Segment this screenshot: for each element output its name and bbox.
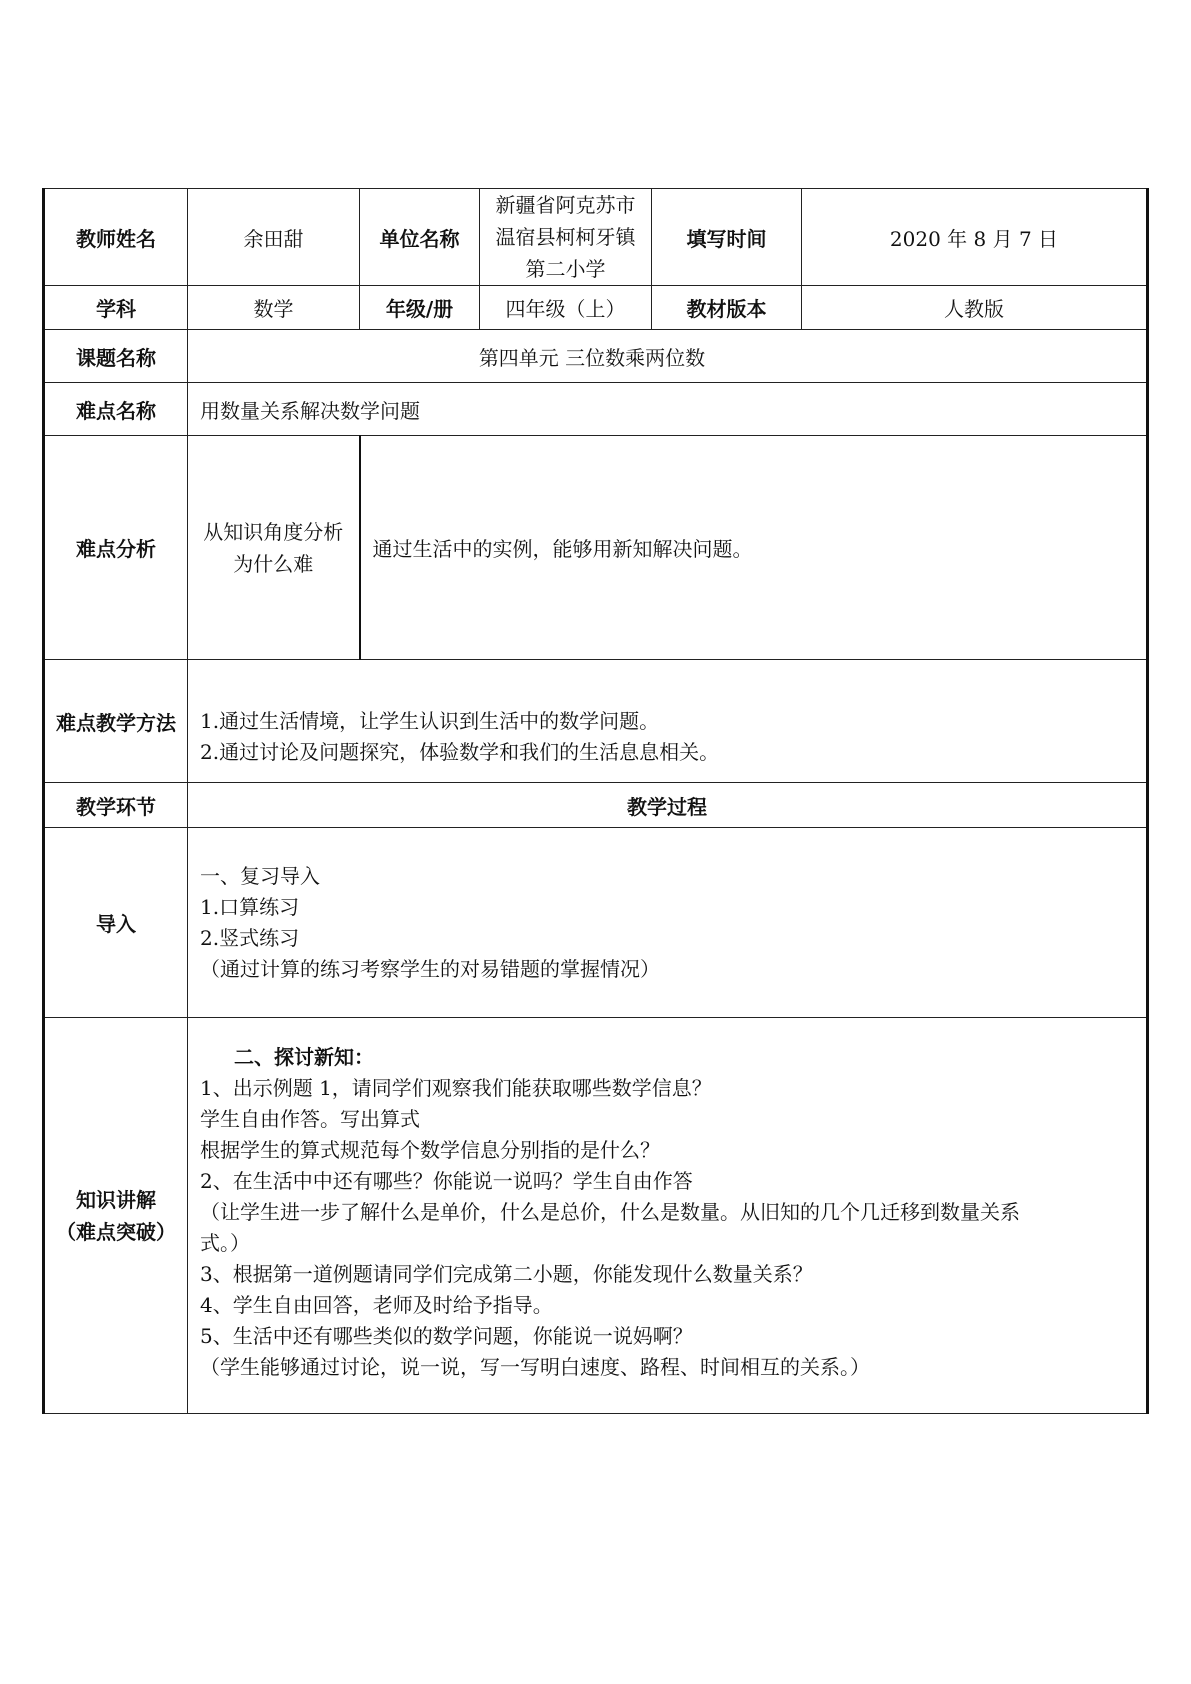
teacher-label: 教师姓名 — [44, 189, 188, 286]
row-knowledge — [44, 1018, 1148, 1414]
difficulty-analysis-value: 通过生活中的实例，能够用新知解决问题。 — [360, 436, 1148, 660]
difficulty-name-label: 难点名称 — [44, 383, 188, 436]
method-line: 2.通过讨论及问题探究，体验数学和我们的生活息息相关。 — [200, 740, 720, 764]
section-left-header: 教学环节 — [44, 783, 188, 828]
method-line: 1.通过生活情境，让学生认识到生活中的数学问题。 — [200, 709, 660, 733]
knowledge-label — [44, 1018, 188, 1414]
row-teacher — [44, 189, 1148, 286]
sublabel-line: 为什么难 — [233, 551, 314, 576]
teacher-value: 余田甜 — [188, 189, 360, 286]
intro-label: 导入 — [44, 828, 188, 1018]
row-section-header — [44, 783, 1148, 828]
knowledge-label-line: （难点突破） — [56, 1219, 176, 1244]
knowledge-line: 1、出示例题 1，请同学们观察我们能获取哪些数学信息？ — [200, 1076, 712, 1100]
unit-line: 第二小学 — [525, 257, 606, 281]
row-intro — [44, 828, 1148, 1018]
lesson-plan-table — [42, 188, 1149, 1414]
knowledge-line: 5、生活中还有哪些类似的数学问题，你能说一说妈啊？ — [200, 1324, 693, 1348]
section-right-header: 教学过程 — [188, 783, 1148, 828]
lesson-label: 课题名称 — [44, 330, 188, 383]
fill-time-value: 2020 年 8 月 7 日 — [802, 189, 1148, 286]
knowledge-line: 式。） — [200, 1231, 250, 1255]
intro-line: 2.竖式练习 — [200, 925, 300, 950]
knowledge-content — [188, 1018, 1148, 1414]
knowledge-line: （让学生进一步了解什么是单价，什么是总价，什么是数量。从旧知的几个几迁移到数量关系 — [200, 1200, 1020, 1224]
difficulty-analysis-sublabel — [188, 436, 360, 660]
knowledge-label-line: 知识讲解 — [76, 1187, 156, 1212]
unit-line: 温宿县柯柯牙镇 — [495, 225, 636, 249]
sublabel-line: 从知识角度分析 — [203, 519, 344, 544]
row-difficulty-analysis — [44, 436, 1148, 660]
intro-line: （通过计算的练习考察学生的对易错题的掌握情况） — [200, 956, 660, 981]
knowledge-line: 学生自由作答。写出算式 — [200, 1107, 420, 1131]
row-lesson — [44, 330, 1148, 383]
row-method — [44, 660, 1148, 783]
difficulty-analysis-label: 难点分析 — [44, 436, 188, 660]
intro-line: 一、复习导入 — [200, 863, 320, 888]
row-difficulty-name — [44, 383, 1148, 436]
knowledge-line: （学生能够通过讨论，说一说，写一写明白速度、路程、时间相互的关系。） — [200, 1355, 870, 1379]
grade-label: 年级/册 — [360, 286, 480, 330]
knowledge-line: 4、学生自由回答，老师及时给予指导。 — [200, 1293, 553, 1317]
row-subject — [44, 286, 1148, 330]
method-value — [188, 660, 1148, 783]
knowledge-line: 2、在生活中中还有哪些？你能说一说吗？学生自由作答 — [200, 1169, 693, 1193]
intro-content — [188, 828, 1148, 1018]
fill-time-label: 填写时间 — [652, 189, 802, 286]
unit-line: 新疆省阿克苏市 — [495, 193, 636, 217]
knowledge-heading: 二、探讨新知： — [234, 1045, 374, 1069]
subject-label: 学科 — [44, 286, 188, 330]
lesson-value: 第四单元 三位数乘两位数 — [188, 330, 1148, 383]
knowledge-line: 3、根据第一道例题请同学们完成第二小题，你能发现什么数量关系？ — [200, 1262, 813, 1286]
difficulty-name-value: 用数量关系解决数学问题 — [188, 383, 1148, 436]
unit-label: 单位名称 — [360, 189, 480, 286]
edition-value: 人教版 — [802, 286, 1148, 330]
edition-label: 教材版本 — [652, 286, 802, 330]
grade-value: 四年级（上） — [480, 286, 652, 330]
intro-line: 1.口算练习 — [200, 894, 300, 919]
knowledge-line: 根据学生的算式规范每个数学信息分别指的是什么？ — [200, 1138, 660, 1162]
method-label: 难点教学方法 — [44, 660, 188, 783]
subject-value: 数学 — [188, 286, 360, 330]
unit-value — [480, 189, 652, 286]
